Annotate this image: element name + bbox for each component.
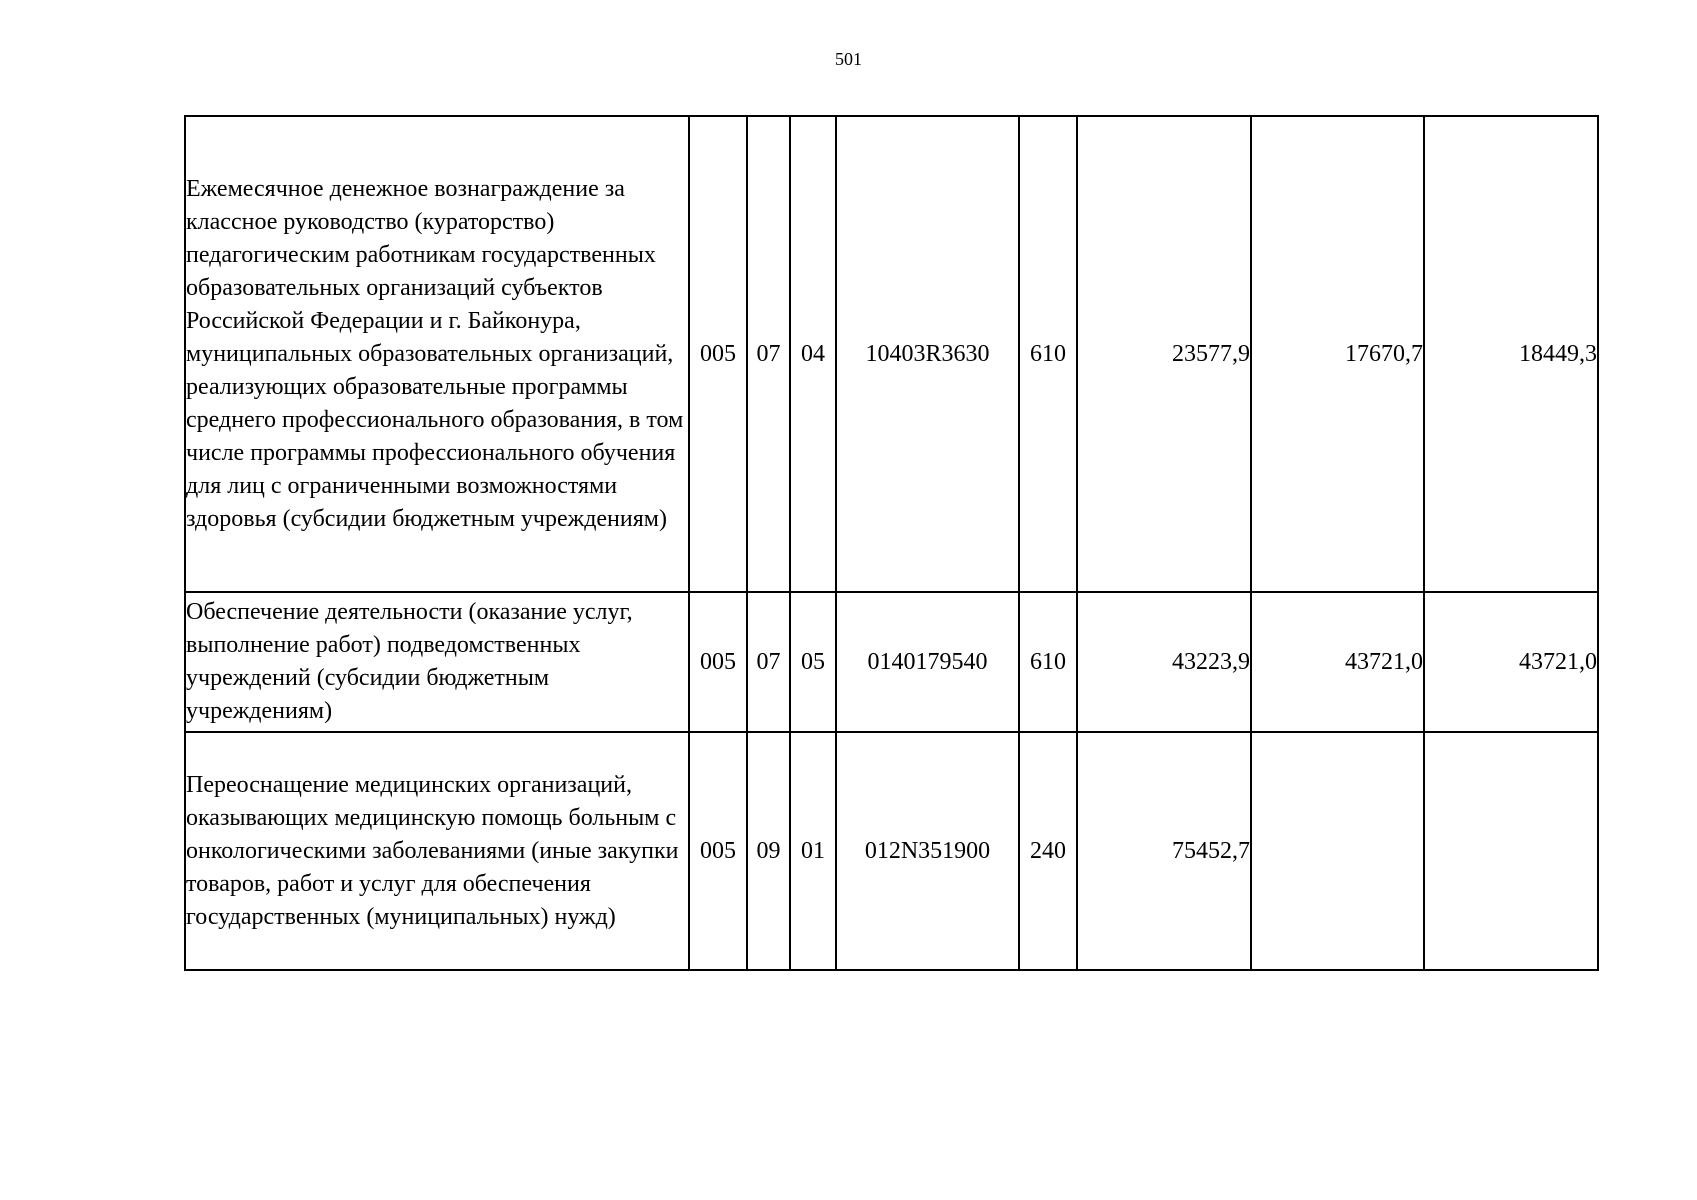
amount-2: 17670,7 <box>1251 116 1424 592</box>
row-description: Ежемесячное денежное вознаграждение за классное руководство (кураторство) педагогическим работникам государственных образовательных организаций субъектов Российской Федерации и г. Байконура, муниципальных образовательных организаций, реализующих образовательные программы среднего профессионального образования, в том числе программы профессионального обучения для лиц с ограниченными возможностями здоровья (субсидии бюджетным учреждениям) <box>185 116 689 592</box>
section-code: 09 <box>747 732 790 970</box>
ministry-code: 005 <box>689 592 747 732</box>
amount-3: 43721,0 <box>1424 592 1598 732</box>
amount-1: 75452,7 <box>1077 732 1251 970</box>
subsection-code: 05 <box>790 592 836 732</box>
target-article-code: 0140179540 <box>836 592 1019 732</box>
expense-type-code: 610 <box>1019 592 1077 732</box>
section-code: 07 <box>747 592 790 732</box>
section-code: 07 <box>747 116 790 592</box>
target-article-code: 10403R3630 <box>836 116 1019 592</box>
row-description: Обеспечение деятельности (оказание услуг, выполнение работ) подведомственных учреждений (субсидии бюджетным учреждениям) <box>185 592 689 732</box>
expense-type-code: 610 <box>1019 116 1077 592</box>
subsection-code: 01 <box>790 732 836 970</box>
table-row <box>185 592 1598 732</box>
page-number: 501 <box>835 49 862 69</box>
amount-3: 18449,3 <box>1424 116 1598 592</box>
ministry-code: 005 <box>689 116 747 592</box>
budget-table <box>184 115 1599 971</box>
target-article-code: 012N351900 <box>836 732 1019 970</box>
expense-type-code: 240 <box>1019 732 1077 970</box>
amount-2 <box>1251 732 1424 970</box>
table-row <box>185 116 1598 592</box>
amount-2: 43721,0 <box>1251 592 1424 732</box>
ministry-code: 005 <box>689 732 747 970</box>
amount-1: 43223,9 <box>1077 592 1251 732</box>
table-row <box>185 732 1598 970</box>
amount-3 <box>1424 732 1598 970</box>
amount-1: 23577,9 <box>1077 116 1251 592</box>
subsection-code: 04 <box>790 116 836 592</box>
row-description: Переоснащение медицинских организаций, оказывающих медицинскую помощь больным с онкологическими заболеваниями (иные закупки товаров, работ и услуг для обеспечения государственных (муниципальных) нужд) <box>185 732 689 970</box>
